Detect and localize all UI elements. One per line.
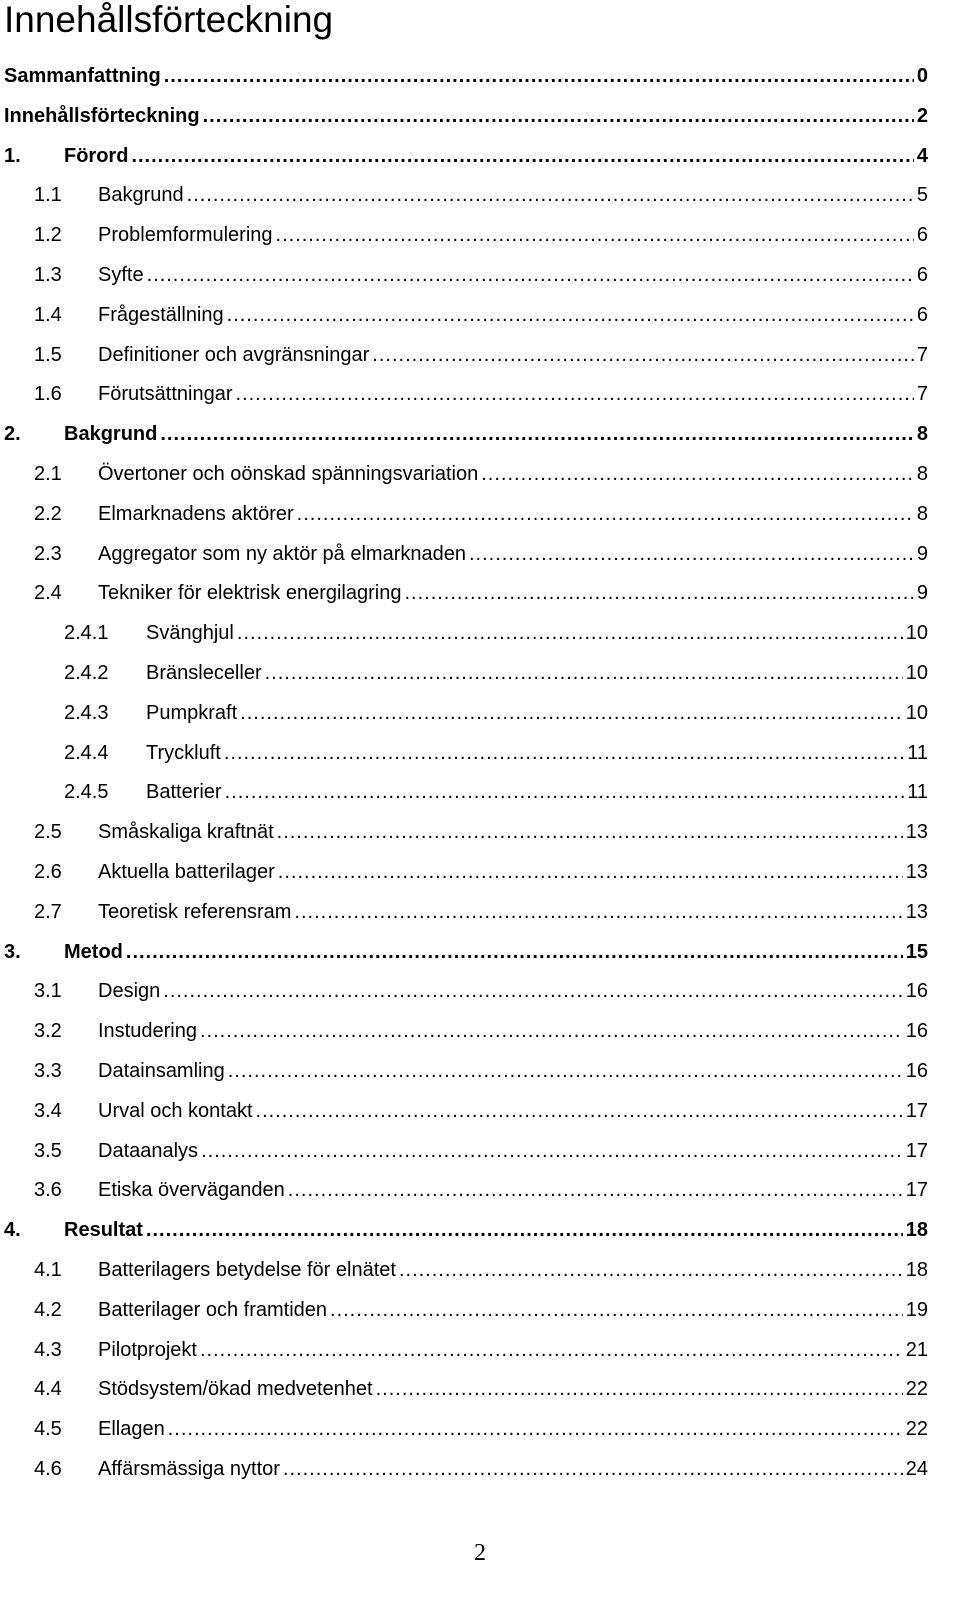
toc-entry[interactable] <box>4 937 928 967</box>
toc-entry-title: Pilotprojekt <box>98 1338 197 1361</box>
toc-entry-page: 16 <box>905 1020 928 1043</box>
toc-entry-title: Bränsleceller <box>146 662 262 684</box>
toc-entry[interactable] <box>64 777 928 807</box>
toc-entry-number: 2.1 <box>34 463 62 485</box>
toc-entry-title: Förord <box>64 144 129 167</box>
toc-entry-number: 3.5 <box>34 1139 62 1162</box>
toc-entry-title: Innehållsförteckning <box>4 104 200 127</box>
toc-dot-leader <box>146 1218 903 1245</box>
toc-entry-page: 18 <box>905 1259 928 1281</box>
toc-entry-page: 8 <box>916 463 928 485</box>
toc-entry-title: Batterilager och framtiden <box>98 1298 328 1321</box>
toc-entry-title: Metod <box>64 940 123 963</box>
toc-entry[interactable] <box>34 379 928 409</box>
toc-entry-title: Småskaliga kraftnät <box>98 821 274 844</box>
toc-entry-number: 2.4.3 <box>64 701 109 724</box>
toc-entry-number: 3.4 <box>34 1099 62 1122</box>
toc-entry-page: 13 <box>905 861 928 883</box>
toc-entry-number: 2.2 <box>34 502 62 525</box>
toc-entry[interactable] <box>4 61 928 91</box>
toc-entry[interactable] <box>34 499 928 529</box>
toc-entry-title: Svänghjul <box>146 622 234 645</box>
toc-dot-leader <box>224 741 904 768</box>
toc-entry[interactable] <box>64 618 928 648</box>
toc-entry-page: 22 <box>905 1418 928 1441</box>
toc-entry[interactable] <box>34 260 928 290</box>
toc-dot-leader <box>228 1059 903 1086</box>
toc-dot-leader <box>399 1258 903 1285</box>
toc-entry-title: Sammanfattning <box>4 65 161 87</box>
toc-entry-page: 10 <box>905 701 928 724</box>
toc-entry-number: 3.2 <box>34 1020 62 1043</box>
toc-entry[interactable] <box>34 578 928 608</box>
toc-entry-page: 7 <box>916 383 928 406</box>
toc-entry-page: 0 <box>916 65 928 87</box>
toc-entry-title: Etiska överväganden <box>98 1179 285 1202</box>
toc-entry-number: 3.6 <box>34 1179 62 1202</box>
toc-entry-number: 1. <box>4 144 21 167</box>
toc-dot-leader <box>126 940 903 967</box>
toc-entry-page: 4 <box>916 144 928 167</box>
toc-dot-leader <box>164 64 914 91</box>
toc-entry[interactable] <box>34 1175 928 1205</box>
toc-entry-number: 2.7 <box>34 900 62 923</box>
toc-entry-number: 4.6 <box>34 1458 62 1480</box>
toc-dot-leader <box>163 979 902 1006</box>
toc-dot-leader <box>372 343 914 370</box>
toc-entry-number: 2.4.5 <box>64 781 109 804</box>
toc-entry-title: Instudering <box>98 1020 197 1043</box>
toc-entry-title: Urval och kontakt <box>98 1099 253 1122</box>
toc-dot-leader <box>404 581 913 608</box>
toc-entry-number: 2.4.4 <box>64 741 109 764</box>
toc-entry[interactable] <box>34 340 928 370</box>
toc-entry-title: Övertoner och oönskad spänningsvariation <box>98 463 479 485</box>
toc-entry-page: 5 <box>916 184 928 207</box>
toc-dot-leader <box>297 502 914 529</box>
toc-entry-title: Batterilagers betydelse för elnätet <box>98 1259 396 1281</box>
toc-dot-leader <box>200 1019 903 1046</box>
toc-dot-leader <box>237 621 903 648</box>
toc-entry-page: 7 <box>916 343 928 366</box>
toc-entry-title: Affärsmässiga nyttor <box>98 1458 280 1480</box>
toc-entry[interactable] <box>34 1414 928 1444</box>
toc-entry[interactable] <box>34 220 928 250</box>
toc-entry-page: 13 <box>905 821 928 844</box>
toc-dot-leader <box>236 382 914 409</box>
toc-entry-number: 2.5 <box>34 821 62 844</box>
toc-dot-leader <box>201 1139 903 1166</box>
toc-entry-title: Tryckluft <box>146 741 221 764</box>
toc-entry-number: 2.4.2 <box>64 662 109 684</box>
toc-entry-number: 4.4 <box>34 1378 62 1401</box>
toc-dot-leader <box>240 701 903 728</box>
toc-dot-leader <box>168 1417 903 1444</box>
toc-dot-leader <box>283 1457 903 1484</box>
toc-entry-number: 2. <box>4 423 21 446</box>
toc-entry-number: 2.3 <box>34 542 62 565</box>
toc-dot-leader <box>203 104 914 131</box>
toc-entry[interactable] <box>34 1136 928 1166</box>
toc-entry-number: 2.4.1 <box>64 622 109 645</box>
toc-dot-leader <box>256 1099 903 1126</box>
toc-entry-number: 2.4 <box>34 582 62 605</box>
toc-entry-number: 4. <box>4 1219 21 1242</box>
toc-entry-page: 17 <box>905 1139 928 1162</box>
toc-entry-number: 1.3 <box>34 264 62 286</box>
toc-entry-title: Bakgrund <box>98 184 184 207</box>
toc-entry-title: Bakgrund <box>64 423 158 446</box>
toc-entry[interactable] <box>34 1255 928 1285</box>
toc-dot-leader <box>376 1377 903 1404</box>
toc-entry-title: Dataanalys <box>98 1139 199 1162</box>
toc-entry-page: 8 <box>916 423 928 446</box>
toc-entry-page: 22 <box>905 1378 928 1401</box>
toc-entry-title: Tekniker för elektrisk energilagring <box>98 582 402 605</box>
toc-entry-number: 1.2 <box>34 224 62 247</box>
toc-entry[interactable] <box>34 897 928 927</box>
toc-entry-page: 11 <box>907 741 928 764</box>
toc-entry-title: Datainsamling <box>98 1060 225 1082</box>
toc-entry-number: 1.4 <box>34 303 62 326</box>
toc-entry-page: 21 <box>905 1338 928 1361</box>
toc-entry-number: 4.3 <box>34 1338 62 1361</box>
toc-dot-leader <box>227 303 914 330</box>
toc-dot-leader <box>131 144 913 171</box>
toc-entry-page: 9 <box>916 582 928 605</box>
toc-dot-leader <box>276 223 914 250</box>
toc-entry[interactable] <box>34 539 928 569</box>
toc-entry-number: 1.6 <box>34 383 62 406</box>
toc-entry-page: 10 <box>905 662 928 684</box>
toc-entry-page: 6 <box>916 303 928 326</box>
toc-entry-title: Pumpkraft <box>146 701 238 724</box>
toc-entry[interactable] <box>34 1096 928 1126</box>
toc-entry-title: Ellagen <box>98 1418 165 1441</box>
toc-entry-page: 11 <box>907 781 928 804</box>
toc-entry[interactable] <box>34 857 928 887</box>
toc-entry-title: Syfte <box>98 264 144 286</box>
toc-entry-page: 17 <box>905 1179 928 1202</box>
toc-entry-page: 13 <box>905 900 928 923</box>
toc-entry-number: 2.6 <box>34 861 62 883</box>
toc-entry[interactable] <box>34 459 928 489</box>
toc-entry-number: 4.1 <box>34 1259 62 1281</box>
toc-entry-title: Batterier <box>146 781 222 804</box>
toc-entry-title: Elmarknadens aktörer <box>98 502 294 525</box>
toc-dot-leader <box>330 1298 903 1325</box>
toc-entry[interactable] <box>4 101 928 131</box>
toc-entry-page: 6 <box>916 264 928 286</box>
toc-entry-title: Stödsystem/ökad medvetenhet <box>98 1378 373 1401</box>
toc-entry[interactable] <box>64 658 928 688</box>
toc-dot-leader <box>265 661 903 688</box>
toc-entry-page: 2 <box>916 104 928 127</box>
toc-entry-title: Definitioner och avgränsningar <box>98 343 370 366</box>
toc-entry-page: 18 <box>905 1219 928 1242</box>
toc-entry-number: 4.2 <box>34 1298 62 1321</box>
toc-entry[interactable] <box>34 1335 928 1365</box>
toc-entry-page: 16 <box>905 980 928 1003</box>
toc-entry-page: 10 <box>905 622 928 645</box>
toc-entry-page: 6 <box>916 224 928 247</box>
toc-entry-title: Aggregator som ny aktör på elmarknaden <box>98 542 466 565</box>
toc-entry[interactable] <box>4 419 928 449</box>
toc-entry-title: Aktuella batterilager <box>98 861 275 883</box>
toc-dot-leader <box>187 183 914 210</box>
toc-dot-leader <box>225 780 905 807</box>
toc-entry-title: Förutsättningar <box>98 383 233 406</box>
toc-dot-leader <box>294 900 902 927</box>
toc-entry[interactable] <box>34 1056 928 1086</box>
toc-entry[interactable] <box>34 976 928 1006</box>
toc-entry-title: Problemformulering <box>98 224 273 247</box>
toc-dot-leader <box>469 542 914 569</box>
toc-entry[interactable] <box>34 180 928 210</box>
toc-entry[interactable] <box>34 1374 928 1404</box>
toc-entry-page: 9 <box>916 542 928 565</box>
toc-entry-page: 15 <box>905 940 928 963</box>
toc-entry-page: 16 <box>905 1060 928 1082</box>
toc-entry-number: 3.1 <box>34 980 62 1003</box>
toc-entry[interactable] <box>64 698 928 728</box>
toc-dot-leader <box>160 422 914 449</box>
toc-entry-title: Design <box>98 980 161 1003</box>
toc-entry[interactable] <box>34 1295 928 1325</box>
toc-entry-page: 19 <box>905 1298 928 1321</box>
toc-entry-number: 4.5 <box>34 1418 62 1441</box>
page-number: 2 <box>474 1540 486 1566</box>
toc-entry[interactable] <box>34 817 928 847</box>
toc-entry[interactable] <box>34 1016 928 1046</box>
page-title: Innehållsförteckning <box>4 0 334 40</box>
toc-entry[interactable] <box>64 738 928 768</box>
toc-dot-leader <box>147 263 914 290</box>
toc-entry-number: 1.1 <box>34 184 62 207</box>
toc-entry-title: Resultat <box>64 1219 143 1242</box>
toc-dot-leader <box>481 462 914 489</box>
toc-entry-number: 3. <box>4 940 21 963</box>
toc-entry-title: Teoretisk referensram <box>98 900 292 923</box>
toc-entry-page: 17 <box>905 1099 928 1122</box>
toc-dot-leader <box>278 860 903 887</box>
toc-entry-title: Frågeställning <box>98 303 224 326</box>
toc-entry[interactable] <box>4 1215 928 1245</box>
toc-entry[interactable] <box>4 141 928 171</box>
toc-entry-page: 8 <box>916 502 928 525</box>
toc-entry[interactable] <box>34 300 928 330</box>
toc-entry-number: 1.5 <box>34 343 62 366</box>
toc-entry[interactable] <box>34 1454 928 1484</box>
toc-entry-page: 24 <box>905 1458 928 1480</box>
toc-dot-leader <box>200 1338 903 1365</box>
toc-dot-leader <box>277 820 903 847</box>
toc-dot-leader <box>288 1178 903 1205</box>
toc-entry-number: 3.3 <box>34 1060 62 1082</box>
